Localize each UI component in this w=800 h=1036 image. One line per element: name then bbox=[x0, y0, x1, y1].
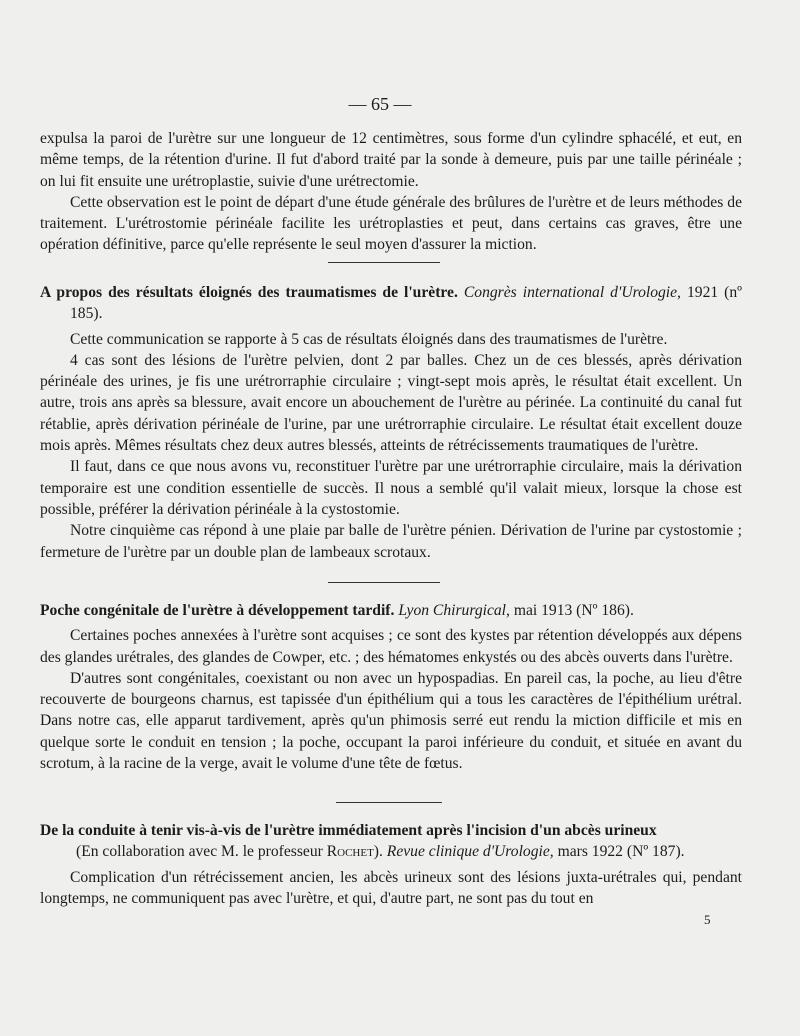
paragraph: Complication d'un rétrécissement ancien, les abcès urineux sont des lésions juxta-urétrales qui, pendant longtemps, ne communiquent pas avec l'urètre, et qui, d'autre part, ne sont pas du tout en bbox=[40, 868, 742, 907]
title-text: A propos des résultats éloignés des traumatismes de l'urètre. bbox=[40, 284, 458, 301]
section-urinary-abscess bbox=[40, 820, 742, 909]
paragraph: Cette communication se rapporte à 5 cas de résultats éloignés dans des traumatismes de l'urètre. bbox=[70, 330, 668, 348]
section-congenital-pouch bbox=[40, 600, 742, 774]
journal-name: Lyon Chirurgical, bbox=[398, 602, 510, 619]
paragraph: 4 cas sont des lésions de l'urètre pelvien, dont 2 par balles. Chez un de ces blessés, après dérivation périnéale des urines, je fis une urétrorraphie circulaire ; vingt-sept mois après, le résultat était excellent. Un autre, trois ans après sa blessure, avait encore un abouchement de l'urètre au périnée. La continuité du canal fut rétablie, après dérivation périnéale de l'urine, par une urétrorraphie circulaire. Le résultat était excellent douze mois après. Mêmes résultats chez deux autres blessés, atteints de rétrécissements traumatiques de l'urètre. bbox=[40, 351, 742, 455]
paragraph: Il faut, dans ce que nous avons vu, reconstituer l'urètre par une urétrorraphie circulaire, mais la dérivation temporaire est une condition essentielle de succès. Il nous a semblé qu'il valait mieux, lorsque la chose est possible, préférer la dérivation périnéale à la cystostomie. bbox=[40, 458, 742, 518]
paragraph: D'autres sont congénitales, coexistant ou non avec un hypospadias. En pareil cas, la poche, au lieu d'être recouverte de bourgeons charnus, est tapissée d'un épithélium qui a tous les caractères de l'épithélium urétral. Dans notre cas, elle apparut tardivement, après qu'un phimosis serré eut rendu la miction difficile et mis en quelque sorte le conduit en tension ; la poche, occupant la paroi inférieure du conduit, et située en avant du scrotum, à la racine de la verge, avait le volume d'une tête de fœtus. bbox=[40, 669, 742, 773]
paragraph: expulsa la paroi de l'urètre sur une longueur de 12 centimètres, sous forme d'un cylindre sphacélé, et eut, en même temps, de la rétention d'urine. Il fut d'abord traité par la sonde à demeure, puis par une taille périnéale ; on lui fit ensuite une urétroplastie, suivie d'une urétrectomie. bbox=[40, 130, 742, 190]
reference: mars 1922 (Nº 187). bbox=[557, 843, 685, 861]
section-title bbox=[40, 600, 742, 621]
collaboration-note-end: ). bbox=[373, 843, 383, 861]
journal-name: Revue clinique d'Urologie, bbox=[386, 843, 554, 861]
title-text: Poche congénitale de l'urètre à développement tardif. bbox=[40, 602, 395, 619]
collaboration-note: (En collaboration avec M. le professeur bbox=[76, 843, 323, 861]
section-title bbox=[40, 820, 742, 863]
page-number: — 65 — bbox=[348, 94, 412, 114]
paragraph: Certaines poches annexées à l'urètre sont acquises ; ce sont des kystes par rétention développés aux dépens des glandes urétrales, des glandes de Cowper, etc. ; des hématomes enkystés ou des abcès ouverts dans l'urètre. bbox=[40, 627, 742, 666]
reference: mai 1913 (Nº 186). bbox=[513, 602, 634, 619]
title-text: De la conduite à tenir vis-à-vis de l'urètre immédiatement après l'incision d'un abcès urineux bbox=[40, 822, 657, 839]
title-subline bbox=[40, 841, 742, 862]
paragraph: Notre cinquième cas répond à une plaie par balle de l'urètre pénien. Dérivation de l'urine par cystostomie ; fermeture de l'urètre par un double plan de lambeaux scrotaux. bbox=[40, 522, 742, 561]
section-divider bbox=[336, 802, 442, 803]
section-continuation bbox=[40, 128, 742, 256]
section-title bbox=[40, 282, 742, 325]
section-urethral-trauma bbox=[40, 282, 742, 563]
paragraph: Cette observation est le point de départ d'une étude générale des brûlures de l'urètre et de leurs méthodes de traitement. L'urétrostomie périnéale facilite les urétroplasties et peut, dans certains cas graves, être une opération définitive, parce qu'elle représente le seul moyen d'assurer la miction. bbox=[40, 193, 742, 254]
section-divider bbox=[328, 582, 440, 583]
collaborator-name: Rochet bbox=[326, 843, 374, 861]
reference: 1921 (nº 185). bbox=[70, 284, 742, 323]
section-divider bbox=[328, 262, 440, 263]
journal-name: Congrès international d'Urologie, bbox=[463, 284, 681, 301]
signature-mark: 5 bbox=[704, 912, 711, 927]
